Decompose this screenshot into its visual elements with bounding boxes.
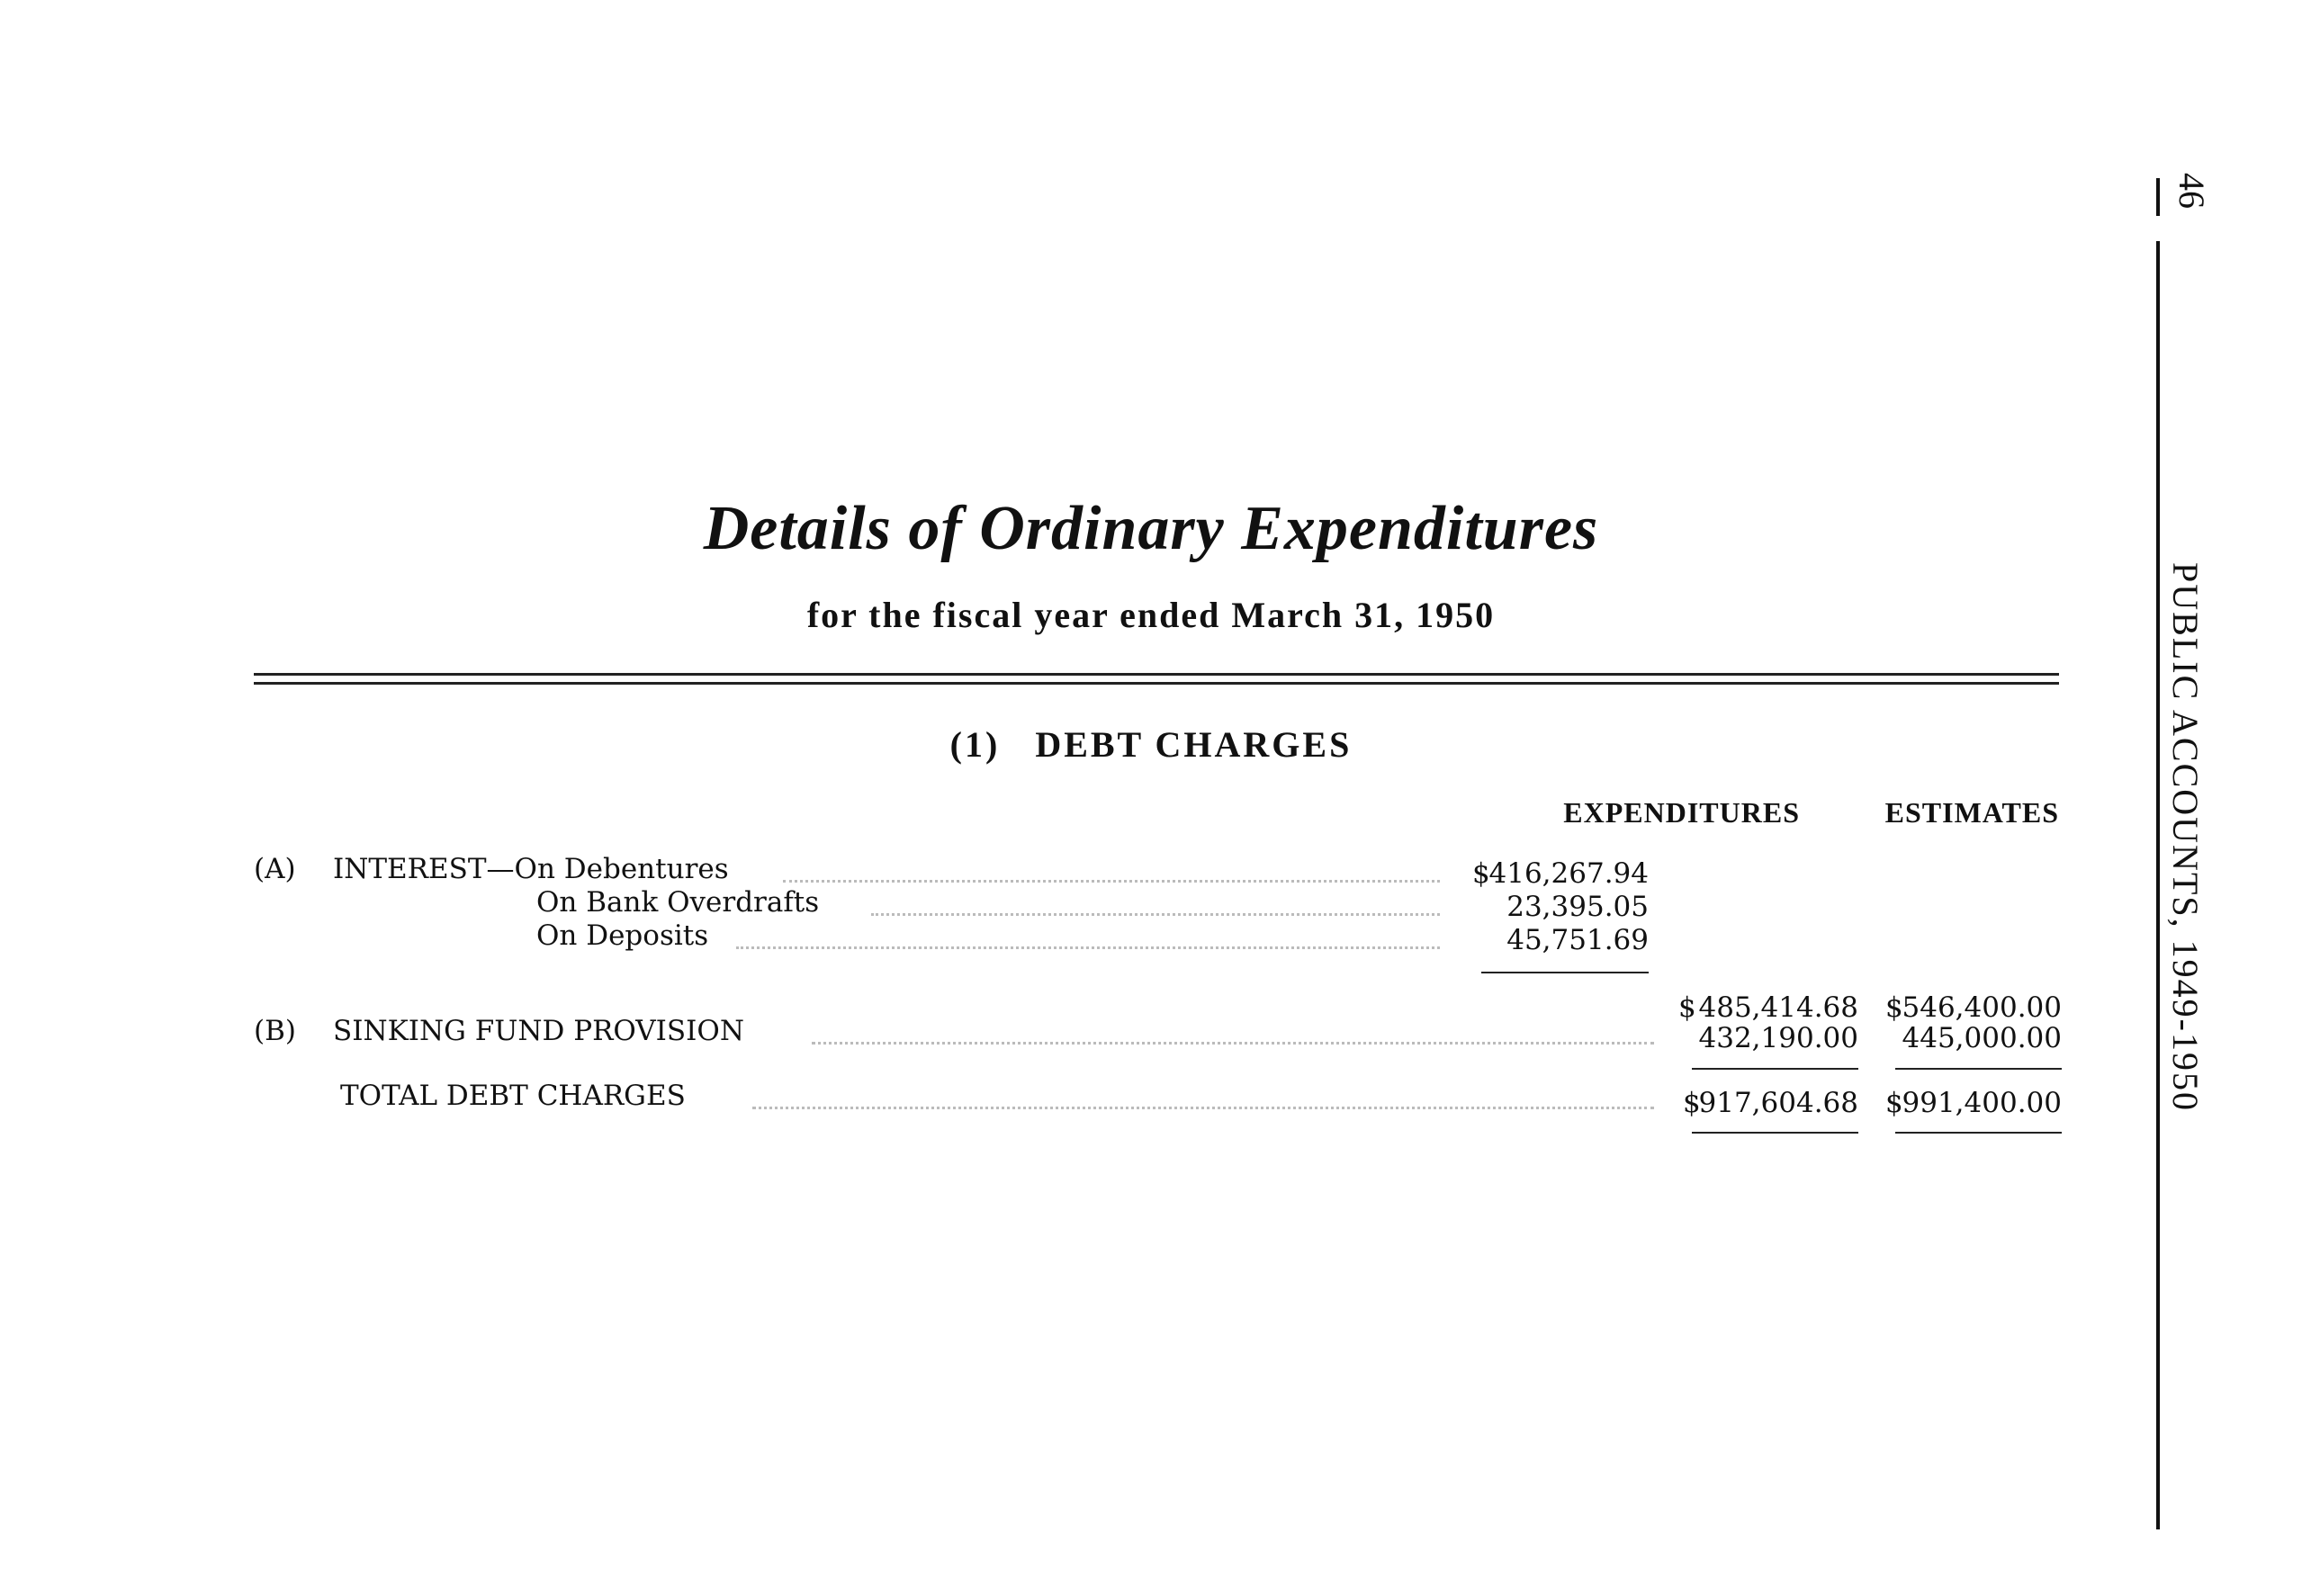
row-label-bank-overdrafts: On Bank Overdrafts <box>536 886 820 919</box>
margin-rule <box>2156 241 2160 1529</box>
row-label-total: TOTAL DEBT CHARGES <box>340 1080 686 1112</box>
double-rule-bottom <box>254 682 2059 685</box>
total-underline <box>1692 1132 1858 1134</box>
subtotal-underline <box>1481 972 1649 973</box>
page-subtitle: for the fiscal year ended March 31, 1950 <box>806 595 1496 635</box>
leader-dots <box>871 913 1440 916</box>
currency-symbol: $ <box>1683 1087 1701 1119</box>
column-header-expenditures: EXPENDITURES <box>1563 796 1800 829</box>
total-underline <box>1895 1132 2062 1134</box>
leader-dots <box>812 1042 1654 1045</box>
currency-symbol: $ <box>1678 991 1696 1024</box>
currency-symbol: $ <box>1885 1087 1903 1119</box>
row-label-deposits: On Deposits <box>536 919 709 952</box>
page-title: Details of Ordinary Expenditures <box>703 494 1599 563</box>
column-header-estimates: ESTIMATES <box>1884 796 2059 829</box>
row-label-sinking-fund: SINKING FUND PROVISION <box>333 1015 744 1047</box>
row-label-interest-debentures: INTEREST—On Debentures <box>333 853 729 885</box>
double-rule-top <box>254 673 2059 676</box>
page-number: 46 <box>2172 173 2212 209</box>
currency-symbol: $ <box>1885 991 1903 1024</box>
margin-rule-top <box>2156 178 2160 216</box>
row-marker-b: (B) <box>254 1015 296 1047</box>
leader-dots <box>752 1107 1654 1109</box>
leader-dots <box>736 946 1440 949</box>
running-header: PUBLIC ACCOUNTS, 1949-1950 <box>2165 562 2206 1112</box>
leader-dots <box>783 880 1440 883</box>
section-heading: (1) DEBT CHARGES <box>949 724 1353 765</box>
currency-symbol: $ <box>1472 857 1490 890</box>
row-marker-a: (A) <box>254 853 296 885</box>
subtotal-underline <box>1895 1068 2062 1070</box>
subtotal-underline <box>1692 1068 1858 1070</box>
